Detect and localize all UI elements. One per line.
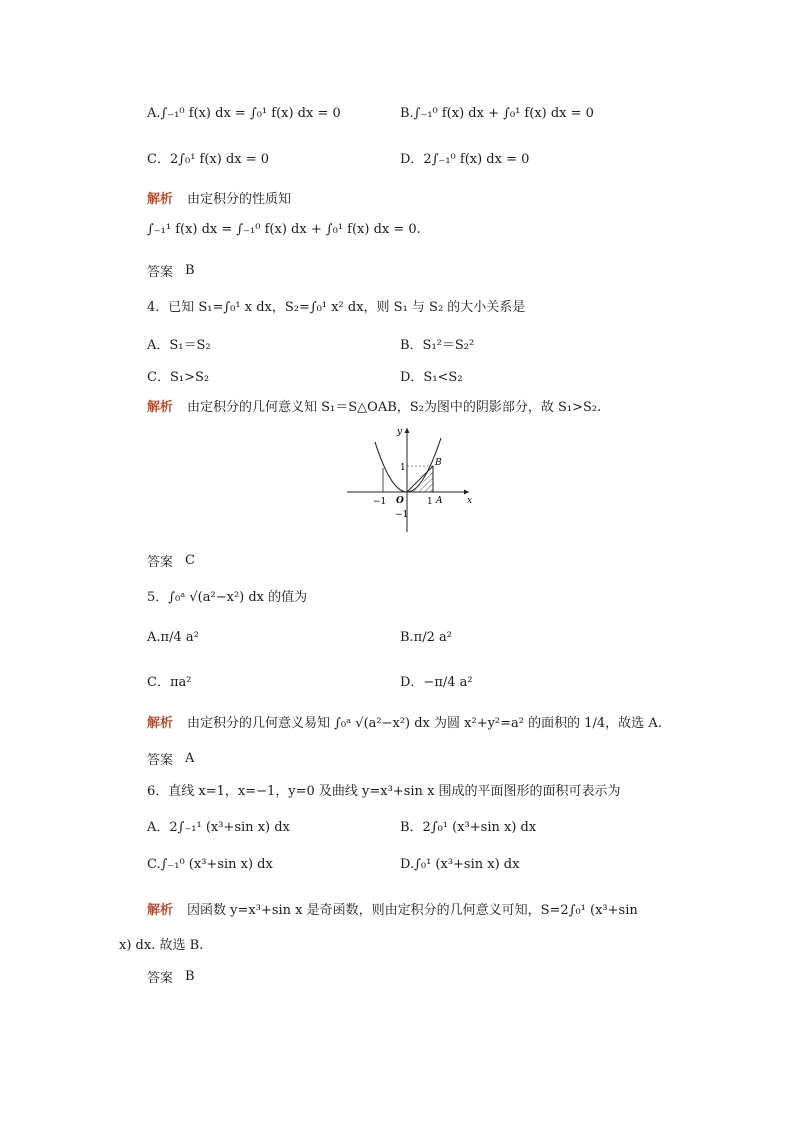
tick-x-pos: 1	[427, 497, 433, 507]
q6-option-c: C.∫₋₁⁰ (x³+sin x) dx	[147, 857, 273, 872]
q5-answer: 答案 A	[147, 751, 195, 768]
q3-answer: 答案 B	[147, 263, 195, 280]
q6-option-d: D.∫₀¹ (x³+sin x) dx	[400, 857, 520, 872]
q3-option-d: D．2∫₋₁⁰ f(x) dx = 0	[400, 152, 530, 167]
q3-option-b: B.∫₋₁⁰ f(x) dx + ∫₀¹ f(x) dx = 0	[400, 106, 594, 121]
area-figure	[345, 424, 475, 540]
q5-analysis: 解析 由定积分的几何意义易知 ∫₀ᵃ √(a²−x²) dx 为圆 x²+y²=a² 的面积的 1/4，故选 A.	[147, 712, 662, 731]
q3-analysis: 解析 由定积分的性质知	[147, 188, 291, 207]
tick-y-pos: 1	[400, 463, 406, 473]
point-a-label: A	[436, 496, 443, 506]
q4-option-b: B．S₁²＝S₂²	[400, 338, 475, 353]
q6-option-a: A．2∫₋₁¹ (x³+sin x) dx	[147, 820, 290, 835]
q6-analysis-cont: x) dx. 故选 B.	[119, 938, 204, 953]
answer-label: 答案	[147, 753, 174, 768]
q3-analysis-formula: ∫₋₁¹ f(x) dx = ∫₋₁⁰ f(x) dx + ∫₀¹ f(x) dx = 0.	[147, 222, 421, 237]
q5-option-b: B.π/2 a²	[400, 630, 452, 645]
analysis-label: 解析	[147, 400, 174, 415]
answer-label: 答案	[147, 971, 174, 986]
q5-option-a: A.π/4 a²	[147, 630, 199, 645]
origin-label: O	[396, 496, 404, 506]
q6-analysis: 解析 因函数 y=x³+sin x 是奇函数，则由定积分的几何意义可知，S=2∫₀¹ (x³+sin	[147, 899, 638, 918]
q5-stem: 5．∫₀ᵃ √(a²−x²) dx 的值为	[147, 590, 308, 605]
y-axis-arrow	[405, 428, 410, 433]
analysis-label: 解析	[147, 192, 174, 207]
q5-option-d: D．−π/4 a²	[400, 675, 473, 690]
analysis-label: 解析	[147, 716, 174, 731]
x-label: x	[467, 496, 473, 506]
q4-option-a: A．S₁＝S₂	[147, 338, 211, 353]
q6-option-b: B．2∫₀¹ (x³+sin x) dx	[400, 820, 537, 835]
tick-x-neg: −1	[373, 497, 387, 507]
q4-stem: 4．已知 S₁=∫₀¹ x dx，S₂=∫₀¹ x² dx，则 S₁ 与 S₂ 的大小关系是	[147, 300, 526, 315]
analysis-label: 解析	[147, 903, 174, 918]
point-b-label: B	[435, 458, 442, 468]
q6-stem: 6．直线 x=1，x=−1，y=0 及曲线 y=x³+sin x 围成的平面图形的面积可表示为	[147, 784, 621, 799]
answer-label: 答案	[147, 265, 174, 280]
q5-option-c: C．πa²	[147, 675, 192, 690]
area-figure-svg	[345, 424, 475, 536]
answer-label: 答案	[147, 555, 174, 570]
q6-answer: 答案 B	[147, 969, 195, 986]
x-axis-arrow	[464, 490, 469, 495]
q3-option-a: A.∫₋₁⁰ f(x) dx = ∫₀¹ f(x) dx = 0	[147, 106, 341, 121]
q4-option-c: C．S₁>S₂	[147, 370, 210, 385]
q3-option-c: C．2∫₀¹ f(x) dx = 0	[147, 152, 270, 167]
y-label: y	[397, 427, 403, 437]
tick-y-neg: −1	[395, 510, 409, 520]
q4-answer: 答案 C	[147, 553, 195, 570]
q4-option-d: D．S₁<S₂	[400, 370, 463, 385]
q4-analysis: 解析 由定积分的几何意义知 S₁＝S△OAB，S₂为图中的阴影部分，故 S₁>S₂.	[147, 396, 601, 415]
